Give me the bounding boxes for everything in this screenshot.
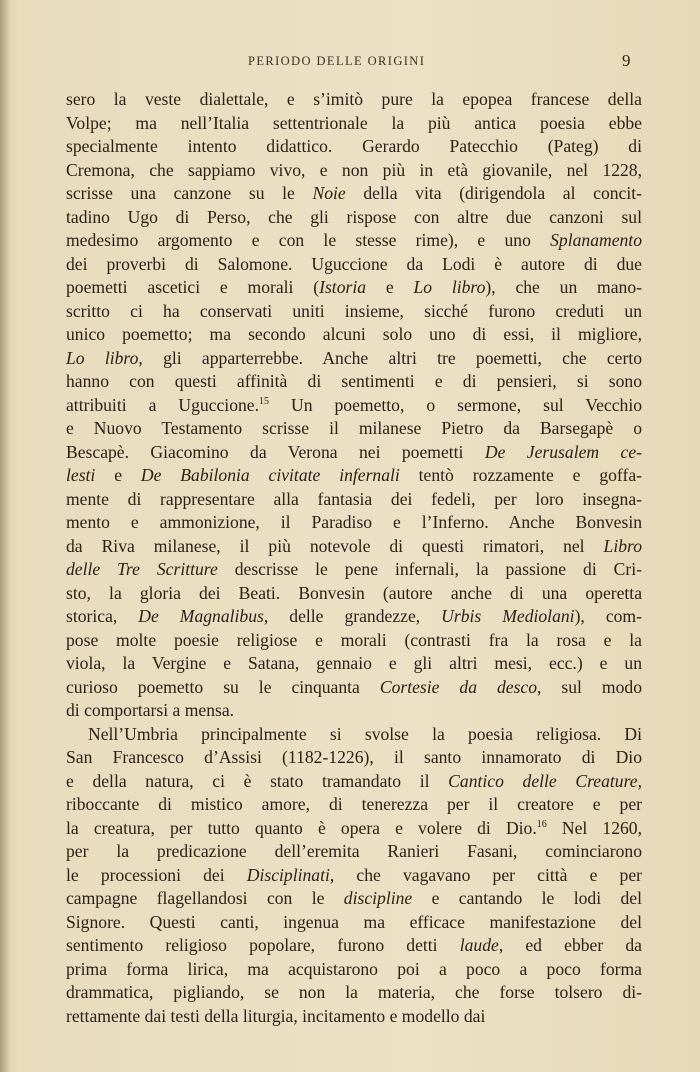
italic-title: Lo libro [66,347,139,368]
italic-title: De Babilonia civitate infernali [140,465,400,485]
text-run: unico poemetto; ma secondo alcuni solo uno di essi, il migliore, [66,324,642,344]
text-run: , delle grandezze, [263,606,442,626]
text-run: Bescapè. Giacomino da Verona nei poemetti [66,441,485,462]
text-line [66,958,642,982]
text-line [66,981,642,1005]
text-run: San Francesco d’Assisi (1182-1226), il santo innamorato di Dio [66,747,642,767]
text-line [66,300,642,324]
text-line [66,511,642,535]
text-line [66,676,642,700]
text-line [66,417,642,441]
body-text [66,88,642,1028]
italic-title: Cantico delle Creature [448,770,638,791]
text-run: sentimento religioso popolare, furono detti [66,935,460,955]
italic-title: Splanamento [550,230,642,250]
text-run: dei proverbi di Salomone. Uguccione da Lodi è autore di due [66,253,642,274]
italic-title: Disciplinati [246,864,330,885]
text-run: prima forma lirica, ma acquistarono poi a poco a poco forma [66,958,642,979]
text-line [66,558,642,582]
text-run: storica, [66,606,139,626]
italic-title: Noie [312,183,346,203]
text-run: , che vagavano per città e per [329,864,642,885]
running-head-title: PERIODO DELLE ORIGINI [248,54,426,68]
text-run: sero la veste dialettale, e s’imitò pure la epopea francese della [66,89,642,109]
text-line [66,629,642,653]
text-line [66,394,642,418]
italic-title: discipline [343,888,413,908]
text-line [66,605,642,629]
text-line [66,652,642,676]
text-run: Signore. Questi canti, ingenua ma efficace manifestazione del [66,911,642,932]
text-line [66,817,642,841]
text-line [66,88,642,112]
text-line [66,135,642,159]
text-run: e cantando le lodi del [412,888,642,908]
text-run: mente di rappresentare alla fantasia dei fedeli, per loro insegna- [66,488,642,509]
text-line [66,276,642,300]
text-line [66,887,642,911]
text-run: scrisse una canzone su le [66,183,313,203]
text-run: drammatica, pigliando, se non la materia, che forse tolsero di- [66,982,642,1002]
text-line [66,347,642,371]
text-run: mento e ammonizione, il Paradiso e l’Inferno. Anche Bonvesin [66,512,642,532]
italic-title: Lo libro [413,277,486,297]
text-line [66,934,642,958]
text-run: pose molte poesie religiose e morali (contrasti fra la rosa e la [66,629,642,650]
text-run: della vita (dirigendola al concit- [345,183,642,203]
text-line [66,840,642,864]
footnote-ref: 16 [536,818,547,830]
italic-title: delle Tre Scritture [66,559,218,579]
text-run: ), che un mano- [485,277,642,297]
text-run: Volpe; ma nell’Italia settentrionale la più antica poesia ebbe [66,112,642,133]
text-line [66,746,642,770]
text-run: curioso poemetto su le cinquanta [66,676,380,697]
italic-title: Libro [603,535,642,556]
text-line [66,535,642,559]
text-line [66,323,642,347]
text-run: attribuiti a Uguccione. [66,394,259,415]
text-run: poemetti ascetici e morali ( [66,277,320,297]
text-run: e della natura, ci è stato tramandato il [66,770,449,791]
italic-title: lesti [66,465,96,485]
text-line [66,699,642,723]
text-run: ), com- [574,606,642,626]
running-head [0,51,700,74]
text-line [66,1005,642,1029]
text-run: viola, la Vergine e Satana, gennaio e gli altri mesi, ecc.) e un [66,653,642,673]
text-line [66,770,642,794]
text-run: e Nuovo Testamento scrisse il milanese Pietro da Barsegapè o [66,418,642,438]
text-run: Un poemetto, o sermone, sul Vecchio [269,394,642,415]
text-run: campagne flagellandosi con le [66,888,344,908]
text-run: , ed ebber da [498,935,642,955]
text-run: scritto ci ha conservati uniti insieme, sicché furono creduti un [66,300,642,321]
italic-title: Cortesie da desco [379,676,538,697]
text-run: tentò rozzamente e goffa- [399,465,642,485]
page-number: 9 [622,51,631,70]
text-line [66,793,642,817]
text-run: e [95,465,141,485]
text-line [66,159,642,183]
text-line [66,206,642,230]
italic-title: Urbis Mediolani [441,606,575,626]
text-line [66,370,642,394]
text-run: di comportarsi a mensa. [66,700,235,720]
text-line [66,582,642,606]
text-run: specialmente intento didattico. Gerardo Patecchio (Pateg) di [66,136,642,156]
text-line [66,723,642,747]
text-run: Nel 1260, [546,817,642,838]
italic-title: De Jerusalem ce- [484,441,642,462]
text-run: Nell’Umbria principalmente si svolse la poesia religiosa. Di [88,723,642,744]
text-run: hanno con questi affinità di sentimenti e di pensieri, si sono [66,371,642,391]
text-line [66,911,642,935]
text-run: da Riva milanese, il più notevole di questi rimatori, nel [66,535,604,556]
italic-title: Istoria [319,277,367,297]
text-run: tadino Ugo di Perso, che gli rispose con altre due canzoni sul [66,206,642,227]
text-run: , gli apparterrebbe. Anche altri tre poemetti, che certo [138,347,643,368]
text-line [66,488,642,512]
footnote-ref: 15 [259,395,269,407]
text-run: e [366,277,414,297]
text-run: , [637,770,642,791]
text-line [66,464,642,488]
text-line [66,229,642,253]
text-run: medesimo argomento e con le stesse rime), e uno [66,230,551,250]
text-run: per la predicazione dell’eremita Ranieri Fasani, cominciarono [66,841,642,861]
text-run: la creatura, per tutto quanto è opera e volere di Dio. [66,817,537,838]
text-run: Cremona, che sappiamo vivo, e non più in età giovanile, nel 1228, [66,159,642,180]
italic-title: laude [459,935,499,955]
text-run: riboccante di mistico amore, di tenerezza per il creatore e per [66,794,642,814]
text-run: rettamente dai testi della liturgia, incitamento e modello dai [66,1005,486,1026]
text-line [66,441,642,465]
text-line [66,253,642,277]
text-run: le processioni dei [66,864,247,885]
text-line [66,182,642,206]
text-run: sto, la gloria dei Beati. Bonvesin (autore anche di una operetta [66,582,642,603]
text-run: , sul modo [537,676,642,697]
text-line [66,864,642,888]
italic-title: De Magnalibus [138,606,264,626]
text-run: descrisse le pene infernali, la passione di Cri- [217,559,642,579]
page-edge-shadow [0,0,10,1072]
text-line [66,112,642,136]
